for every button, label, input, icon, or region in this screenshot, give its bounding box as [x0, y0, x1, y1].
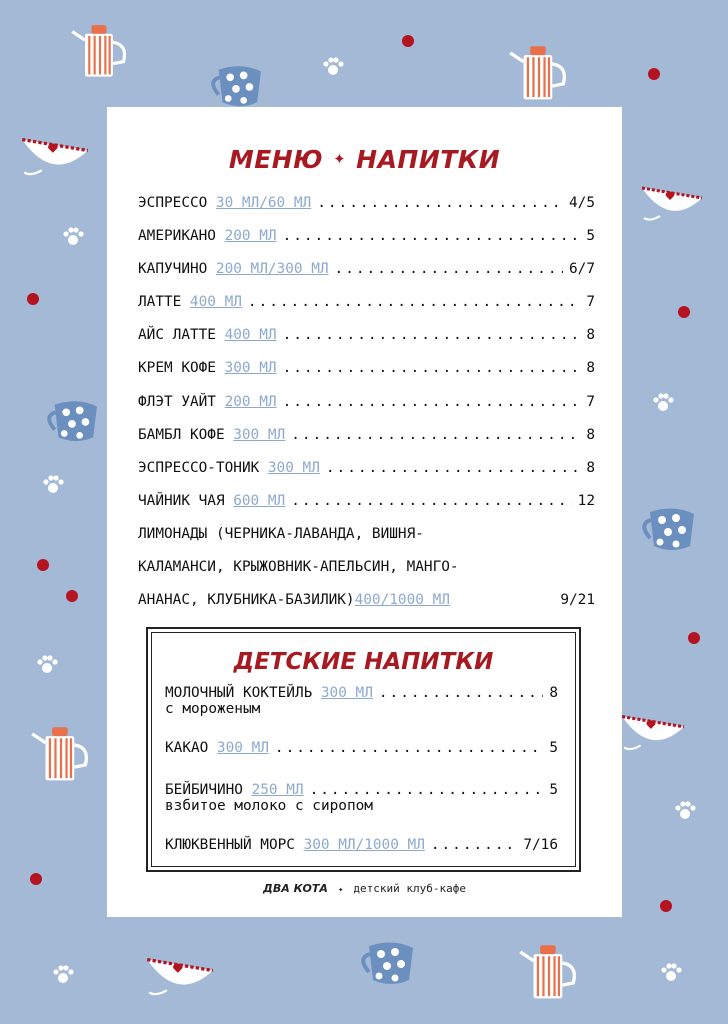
menu-item — [165, 779, 558, 801]
menu-item-price: 7 — [586, 294, 595, 311]
lemonade-line: КАЛАМАНСИ, КРЫЖОВНИК-АПЕЛЬСИН, МАНГО- — [138, 559, 459, 576]
dot-icon — [27, 293, 39, 305]
menu-item — [138, 253, 595, 286]
leader-dots — [326, 452, 580, 485]
menu-item-name: ФЛЭТ УАЙТ — [138, 393, 216, 410]
leader-dots — [283, 352, 581, 385]
menu-item — [138, 319, 595, 352]
menu-item-price: 8 — [586, 459, 595, 476]
kids-item — [165, 834, 558, 856]
menu-item-price: 7/16 — [523, 837, 558, 853]
menu-item — [138, 286, 595, 319]
leader-dots — [310, 779, 544, 801]
teapot-icon — [508, 40, 570, 110]
bowl-icon — [620, 706, 686, 758]
menu-item-volume: 300 МЛ — [320, 685, 373, 701]
menu-item-name: БАМБЛ КОФЕ — [138, 426, 225, 443]
lemonade-line — [138, 584, 595, 617]
menu-item-volume: 250 МЛ — [251, 782, 304, 798]
menu-item-price: 8 — [586, 360, 595, 377]
menu-item-volume: 300 МЛ — [216, 740, 269, 756]
paw-icon — [42, 474, 64, 494]
menu-item-volume: 400 МЛ — [224, 327, 277, 344]
bowl-icon — [20, 128, 90, 184]
menu-item-name: АЙС ЛАТТЕ — [138, 327, 216, 344]
cup-icon — [355, 936, 417, 988]
menu-item-price: 5 — [586, 228, 595, 245]
menu-item — [165, 834, 558, 856]
lemonade-item — [138, 518, 595, 617]
paw-icon — [36, 654, 58, 674]
menu-item-volume: 200 МЛ — [224, 228, 277, 245]
dot-icon — [37, 559, 49, 571]
page-title: МЕНЮ ✦ НАПИТКИ — [228, 145, 501, 174]
leader-dots — [283, 220, 581, 253]
lemonade-line: ЛИМОНАДЫ (ЧЕРНИКА-ЛАВАНДА, ВИШНЯ- — [138, 525, 424, 542]
menu-item-price: 4/5 — [569, 195, 595, 211]
teapot-icon — [30, 720, 92, 792]
title-separator-icon: ✦ — [333, 150, 347, 168]
menu-item — [138, 452, 595, 485]
menu-item — [165, 737, 558, 759]
logo: ДВА КОТА — [263, 882, 328, 895]
menu-item-name: КРЕМ КОФЕ — [138, 360, 216, 377]
menu-item — [138, 352, 595, 385]
dot-icon — [688, 632, 700, 644]
kids-item-note: взбитое молоко с сиропом — [165, 798, 373, 814]
footer-star-icon: ✦ — [337, 885, 344, 895]
menu-item-name: КЛЮКВЕННЫЙ МОРС — [165, 837, 295, 853]
leader-dots — [283, 319, 581, 352]
leader-dots — [283, 386, 581, 419]
menu-item-volume: 300 МЛ/1000 МЛ — [303, 837, 425, 853]
menu-item-price: 9/21 — [560, 592, 595, 609]
menu-item-volume: 300 МЛ — [267, 459, 320, 476]
dot-icon — [30, 873, 42, 885]
menu-item — [165, 682, 558, 704]
teapot-icon — [70, 18, 130, 88]
kids-item-note: с мороженым — [165, 701, 261, 717]
paw-icon — [660, 962, 682, 982]
kids-item — [165, 737, 558, 759]
leader-dots — [291, 419, 580, 452]
menu-item-price: 7 — [586, 393, 595, 410]
menu-item-volume: 600 МЛ — [233, 492, 286, 509]
menu-item-name: ЭСПРЕССО-ТОНИК — [138, 459, 260, 476]
bowl-icon — [145, 948, 215, 1004]
drinks-list — [138, 187, 595, 617]
leader-dots — [335, 253, 563, 286]
menu-item — [138, 220, 595, 253]
menu-item-price: 5 — [549, 740, 558, 756]
cup-icon — [40, 395, 102, 445]
menu-item — [138, 386, 595, 419]
menu-item-name: БЕЙБИЧИНО — [165, 782, 243, 798]
paw-icon — [322, 56, 344, 76]
kids-item — [165, 779, 558, 814]
kids-drinks-box — [146, 627, 581, 872]
menu-item-price: 12 — [577, 492, 595, 509]
lemonade-line-end: АНАНАС, КЛУБНИКА-БАЗИЛИК) — [138, 592, 355, 609]
leader-dots — [317, 187, 563, 220]
menu-item-price: 8 — [586, 327, 595, 344]
leader-dots — [248, 286, 580, 319]
menu-item-volume: 400 МЛ — [189, 294, 242, 311]
menu-item-volume: 30 МЛ/60 МЛ — [215, 195, 312, 211]
kids-title: ДЕТСКИЕ НАПИТКИ — [233, 649, 494, 675]
menu-card — [107, 107, 622, 917]
menu-item — [138, 419, 595, 452]
dot-icon — [660, 900, 672, 912]
bowl-icon — [640, 178, 704, 228]
paw-icon — [652, 392, 674, 412]
tagline: детский клуб-кафе — [353, 882, 466, 895]
footer — [107, 882, 622, 895]
dot-icon — [402, 35, 414, 47]
menu-item-price: 5 — [549, 782, 558, 798]
menu-item — [138, 485, 595, 518]
dot-icon — [66, 590, 78, 602]
menu-item-name: КАКАО — [165, 740, 209, 756]
leader-dots — [431, 834, 517, 856]
leader-dots — [291, 485, 571, 518]
menu-item-price: 8 — [586, 426, 595, 443]
kids-drinks-list — [165, 682, 558, 876]
menu-item — [138, 187, 595, 220]
menu-item-name: ЧАЙНИК ЧАЯ — [138, 492, 225, 509]
paw-icon — [674, 800, 696, 820]
menu-item-price: 8 — [549, 685, 558, 701]
menu-item-name: ЭСПРЕССО — [138, 195, 208, 211]
menu-item-name: ЛАТТЕ — [138, 294, 182, 311]
menu-item-volume: 200 МЛ — [224, 393, 277, 410]
leader-dots — [275, 737, 543, 759]
menu-item-name: МОЛОЧНЫЙ КОКТЕЙЛЬ — [165, 685, 313, 701]
menu-item-price: 6/7 — [569, 261, 595, 278]
paw-icon — [52, 964, 74, 984]
dot-icon — [648, 68, 660, 80]
kids-item — [165, 682, 558, 717]
menu-item-name: АМЕРИКАНО — [138, 228, 216, 245]
menu-item-volume: 300 МЛ — [233, 426, 286, 443]
leader-dots — [379, 682, 543, 704]
cup-icon — [636, 500, 698, 556]
menu-item-volume: 400/1000 МЛ — [354, 592, 450, 609]
menu-item-name: КАПУЧИНО — [138, 261, 208, 278]
menu-item-volume: 200 МЛ/300 МЛ — [215, 261, 329, 278]
cup-icon — [204, 60, 266, 110]
dot-icon — [678, 306, 690, 318]
paw-icon — [62, 226, 84, 246]
teapot-icon — [518, 938, 580, 1010]
menu-item-volume: 300 МЛ — [224, 360, 277, 377]
